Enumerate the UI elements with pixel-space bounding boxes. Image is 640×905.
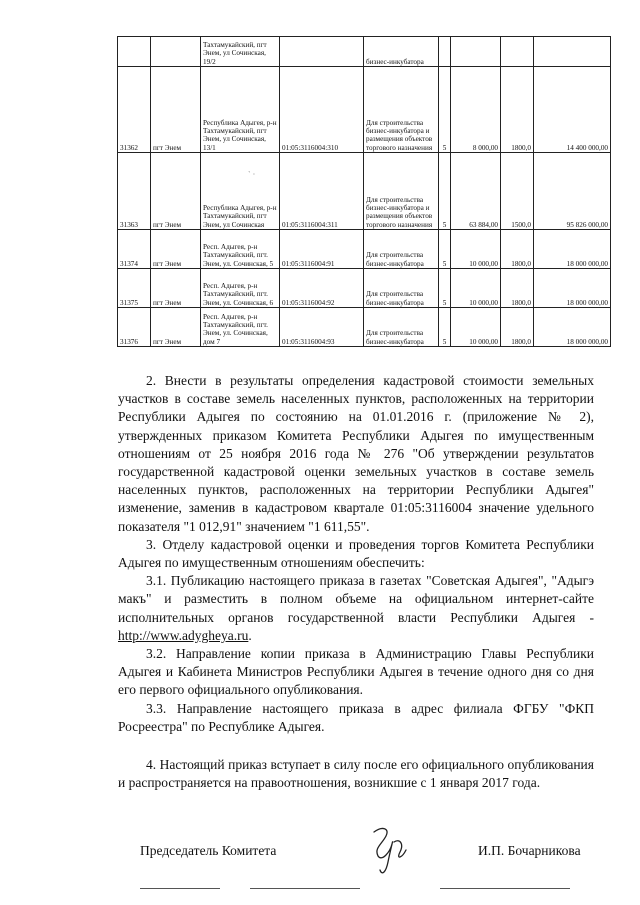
table-cell-purpose: Для строительства бизнес-инкубатора: [364, 308, 439, 347]
table-cell-area: 10 000,00: [451, 269, 501, 308]
table-cell-category: 5: [439, 269, 451, 308]
paragraph-3-2: 3.2. Направление копии приказа в Администрацию Главы Республики Адыгея и Кабинета Министров Республики Адыгея в течение одного дня со дня его первого официального опубликования.: [118, 646, 594, 698]
table-cell-cost: 18 000 000,00: [534, 269, 611, 308]
scan-edge-line: [140, 888, 220, 889]
table-cell-address: Респ. Адыгея, р-н Тахтамукайский, пгт. Энем, ул. Сочинская, 5: [201, 230, 280, 269]
handwritten-signature: [360, 822, 420, 878]
paragraph-3-1-text: 3.1. Публикацию настоящего приказа в газетах "Советская Адыгея", "Адыгэ макъ" и разместить в полном объеме на официальном интернет-сайте исполнительных органов государственной власти Республики Адыгея -: [118, 573, 594, 625]
table-cell-number: 31375: [118, 269, 151, 308]
table-cell-number: 31376: [118, 308, 151, 347]
table-cell-settlement: пгт Энем: [151, 67, 201, 153]
table-cell-rate: 1800,0: [501, 230, 534, 269]
signature-title: Председатель Комитета: [140, 843, 277, 858]
paragraph-3-1: [118, 572, 594, 645]
table-cell-cadastral-number: 01:05:3116004:91: [280, 230, 364, 269]
table-row: [118, 230, 611, 269]
table-cell-area: 10 000,00: [451, 230, 501, 269]
table-row: [118, 308, 611, 347]
scan-speck: ` ·: [248, 170, 256, 179]
table-cell-rate: 1800,0: [501, 67, 534, 153]
table-cell-rate: 1500,0: [501, 153, 534, 230]
scan-edge-line: [250, 888, 360, 889]
table-cell-settlement: пгт Энем: [151, 269, 201, 308]
table-row: [118, 67, 611, 153]
table-cell-cadastral-number: 01:05:3116004:311: [280, 153, 364, 230]
table-cell-purpose: Для строительства бизнес-инкубатора: [364, 269, 439, 308]
table-cell-settlement: пгт Энем: [151, 230, 201, 269]
table-cell-rate: 1800,0: [501, 269, 534, 308]
table-cell-address: Респ. Адыгея, р-н Тахтамукайский, пгт. Энем, ул. Сочинская, дом 7: [201, 308, 280, 347]
paragraph-3-1-end: .: [248, 627, 252, 643]
table-cell-cost: 95 826 000,00: [534, 153, 611, 230]
table-row: [118, 37, 611, 67]
table-cell-number: [118, 37, 151, 67]
table-row: [118, 269, 611, 308]
table-cell-cost: 18 000 000,00: [534, 308, 611, 347]
table-cell-settlement: [151, 37, 201, 67]
scan-edge-line: [440, 888, 570, 889]
document-body-final: [118, 756, 594, 792]
table-cell-settlement: пгт Энем: [151, 153, 201, 230]
table-cell-address: Республика Адыгея, р-н Тахтамукайский, пгт Энем, ул Сочинская: [201, 153, 280, 230]
table-cell-area: [451, 37, 501, 67]
paragraph-4: 4. Настоящий приказ вступает в силу после его официального опубликования и распространяется на правоотношения, возникшие с 1 января 2017 года.: [118, 757, 594, 791]
table-cell-purpose: Для строительства бизнес-инкубатора и размещения объектов торгового назначения: [364, 153, 439, 230]
paragraph-2: 2. Внести в результаты определения кадастровой стоимости земельных участков в составе земель населенных пунктов, расположенных на территории Республики Адыгея по состоянию на 01.01.2016 г. (приложение № 2), утвержденных приказом Комитета Республики Адыгея по имущественным отношениям от 25 ноября 2016 года № 276 "Об утверждении результатов государственной кадастровой оценки земельных участков в составе земель населенных пунктов, расположенных на территории Республики Адыгея" изменение, заменив в кадастровом квартале 01:05:3116004 значение удельного показателя "1 012,91" значением "1 611,55".: [118, 373, 594, 534]
table-cell-cadastral-number: 01:05:3116004:92: [280, 269, 364, 308]
paragraph-3-3: 3.3. Направление настоящего приказа в адрес филиала ФГБУ "ФКП Росреестра" по Республике Адыгея.: [118, 700, 594, 734]
table-cell-cost: 18 000 000,00: [534, 230, 611, 269]
table-cell-address: Республика Адыгея, р-н Тахтамукайский, пгт Энем, ул Сочинская, 13/1: [201, 67, 280, 153]
table-cell-cadastral-number: 01:05:3116004:93: [280, 308, 364, 347]
table-cell-category: 5: [439, 230, 451, 269]
table-cell-purpose: Для строительства бизнес-инкубатора: [364, 230, 439, 269]
table-cell-number: 31362: [118, 67, 151, 153]
table-cell-number: 31374: [118, 230, 151, 269]
table-cell-purpose: Для строительства бизнес-инкубатора и размещения объектов торгового назначения: [364, 67, 439, 153]
table-cell-category: 5: [439, 67, 451, 153]
table-cell-area: 8 000,00: [451, 67, 501, 153]
table-cell-settlement: пгт Энем: [151, 308, 201, 347]
table-cell-cost: [534, 37, 611, 67]
table-cell-address: Тахтамукайский, пгт Энем, ул Сочинская, 19/2: [201, 37, 280, 67]
table-row: [118, 153, 611, 230]
table-cell-category: 5: [439, 308, 451, 347]
table-cell-cadastral-number: 01:05:3116004:310: [280, 67, 364, 153]
signatory-name: И.П. Бочарникова: [478, 843, 581, 858]
document-body: [118, 372, 594, 736]
table-cell-number: 31363: [118, 153, 151, 230]
cadastral-table: [117, 36, 611, 347]
adygheya-website-link[interactable]: http://www.adygheya.ru: [118, 627, 249, 643]
table-cell-purpose: бизнес-инкубатора: [364, 37, 439, 67]
table-cell-cost: 14 400 000,00: [534, 67, 611, 153]
table-cell-category: 5: [439, 153, 451, 230]
table-cell-rate: 1800,0: [501, 308, 534, 347]
table-cell-area: 63 884,00: [451, 153, 501, 230]
table-cell-area: 10 000,00: [451, 308, 501, 347]
table-cell-category: [439, 37, 451, 67]
table-cell-rate: [501, 37, 534, 67]
table-cell-address: Респ. Адыгея, р-н Тахтамукайский, пгт. Энем, ул. Сочинская, 6: [201, 269, 280, 308]
table-cell-cadastral-number: [280, 37, 364, 67]
paragraph-3: 3. Отделу кадастровой оценки и проведения торгов Комитета Республики Адыгея по имущественным отношениям обеспечить:: [118, 536, 594, 571]
